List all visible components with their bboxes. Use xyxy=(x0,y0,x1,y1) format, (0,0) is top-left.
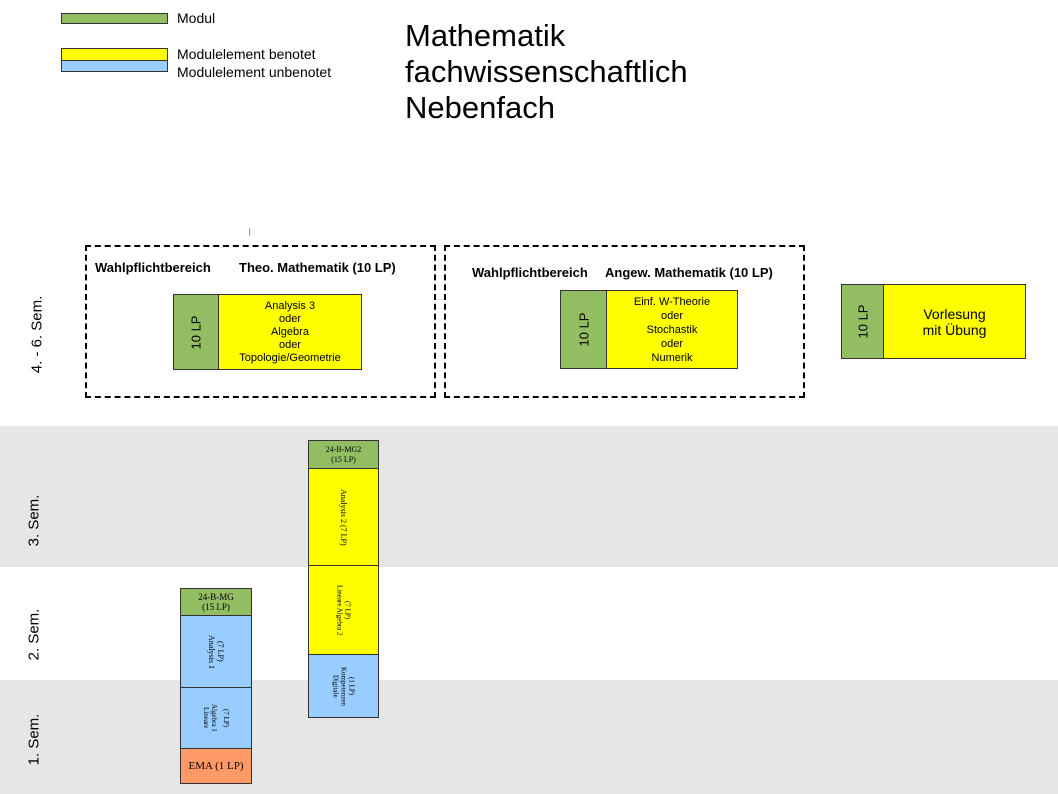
semester-band-1 xyxy=(0,680,1058,794)
theo-line-5: Topologie/Geometrie xyxy=(239,351,341,364)
semester-label-4-6: 4. - 6. Sem. xyxy=(28,295,46,374)
title-line-1: Mathematik xyxy=(405,18,566,53)
mg-analysis-label: Analysis 1 xyxy=(207,634,216,669)
mg-lp: (15 LP) xyxy=(202,602,230,612)
angew-lp-label: 10 LP xyxy=(575,312,591,347)
legend-benotet-label: Modulelement benotet xyxy=(177,46,316,62)
mg2-la-lp: (7 LP) xyxy=(343,600,352,620)
semester-label-2: 2. Sem. xyxy=(25,608,43,661)
vorlesung-block xyxy=(883,284,1026,359)
theo-lp-label: 10 LP xyxy=(188,315,204,349)
mg2-lp: (15 LP) xyxy=(331,454,356,464)
title-line-3: Nebenfach xyxy=(405,90,555,125)
mg-la-lp: (7 LP) xyxy=(222,708,230,728)
mg-lineare-algebra-1 xyxy=(180,687,252,749)
angew-line-5: Numerik xyxy=(651,351,693,364)
vorlesung-line-1: Vorlesung xyxy=(923,305,986,322)
theo-line-3: Algebra xyxy=(271,325,309,338)
angew-group-label-left: Wahlpflichtbereich xyxy=(472,265,588,280)
theo-modules-block xyxy=(218,294,362,370)
mg2-dk-lp: (1 LP) xyxy=(347,676,356,696)
angew-line-4: oder xyxy=(660,337,684,350)
mg-ema xyxy=(180,748,252,784)
legend-unbenotet-swatch xyxy=(61,60,168,72)
mg-ema-label: EMA (1 LP) xyxy=(188,760,244,772)
semester-label-1: 1. Sem. xyxy=(25,713,43,766)
mg2-analysis-label: Analysis 2 (7 LP) xyxy=(339,488,348,546)
theo-group-label-left: Wahlpflichtbereich xyxy=(95,260,211,275)
mg2-lineare-algebra-2 xyxy=(308,565,379,655)
mg2-dk-line-1: Digitale xyxy=(331,674,340,698)
angew-group-label-right: Angew. Mathematik (10 LP) xyxy=(605,265,773,280)
angew-line-2: oder xyxy=(660,309,684,322)
page-title xyxy=(405,18,688,126)
semester-band-3 xyxy=(0,426,1058,567)
theo-lp-block xyxy=(173,294,219,370)
mg2-analysis-2 xyxy=(308,468,379,566)
mg-analysis-1 xyxy=(180,615,252,688)
theo-line-2: oder xyxy=(278,312,302,325)
mg-module-header xyxy=(180,588,252,616)
theo-line-4: oder xyxy=(278,338,302,351)
mg-analysis-lp: (7 LP) xyxy=(216,641,225,662)
theo-line-1: Analysis 3 xyxy=(264,299,316,312)
vorlesung-line-2: mit Übung xyxy=(922,321,987,338)
angew-line-1: Einf. W-Theorie xyxy=(633,295,711,308)
mg2-code: 24-B-MG2 xyxy=(325,444,362,454)
mg2-module-header xyxy=(308,440,379,469)
theo-group-label-right: Theo. Mathematik (10 LP) xyxy=(239,260,396,275)
mg-la-line-1: Lineare xyxy=(202,707,210,729)
tick-mark xyxy=(249,228,250,236)
legend-unbenotet-label: Modulelement unbenotet xyxy=(177,64,332,80)
mg2-digitale-kompetenzen xyxy=(308,654,379,718)
mg-code: 24-B-MG xyxy=(198,592,234,602)
vorlesung-lp-block xyxy=(841,284,884,359)
title-line-2: fachwissenschaftlich xyxy=(405,54,688,89)
mg2-la-label: Lineare Algebra 2 xyxy=(335,584,344,636)
angew-line-3: Stochastik xyxy=(646,323,698,336)
semester-label-3: 3. Sem. xyxy=(25,494,43,547)
mg2-dk-line-2: Kompetenzen xyxy=(339,666,348,706)
legend-modul-label: Modul xyxy=(177,10,216,26)
angew-lp-block xyxy=(560,290,607,369)
angew-modules-block xyxy=(606,290,738,369)
legend-modul-swatch xyxy=(61,13,168,24)
vorlesung-lp-label: 10 LP xyxy=(854,304,870,339)
mg-la-line-2: Algebra 1 xyxy=(210,704,218,732)
